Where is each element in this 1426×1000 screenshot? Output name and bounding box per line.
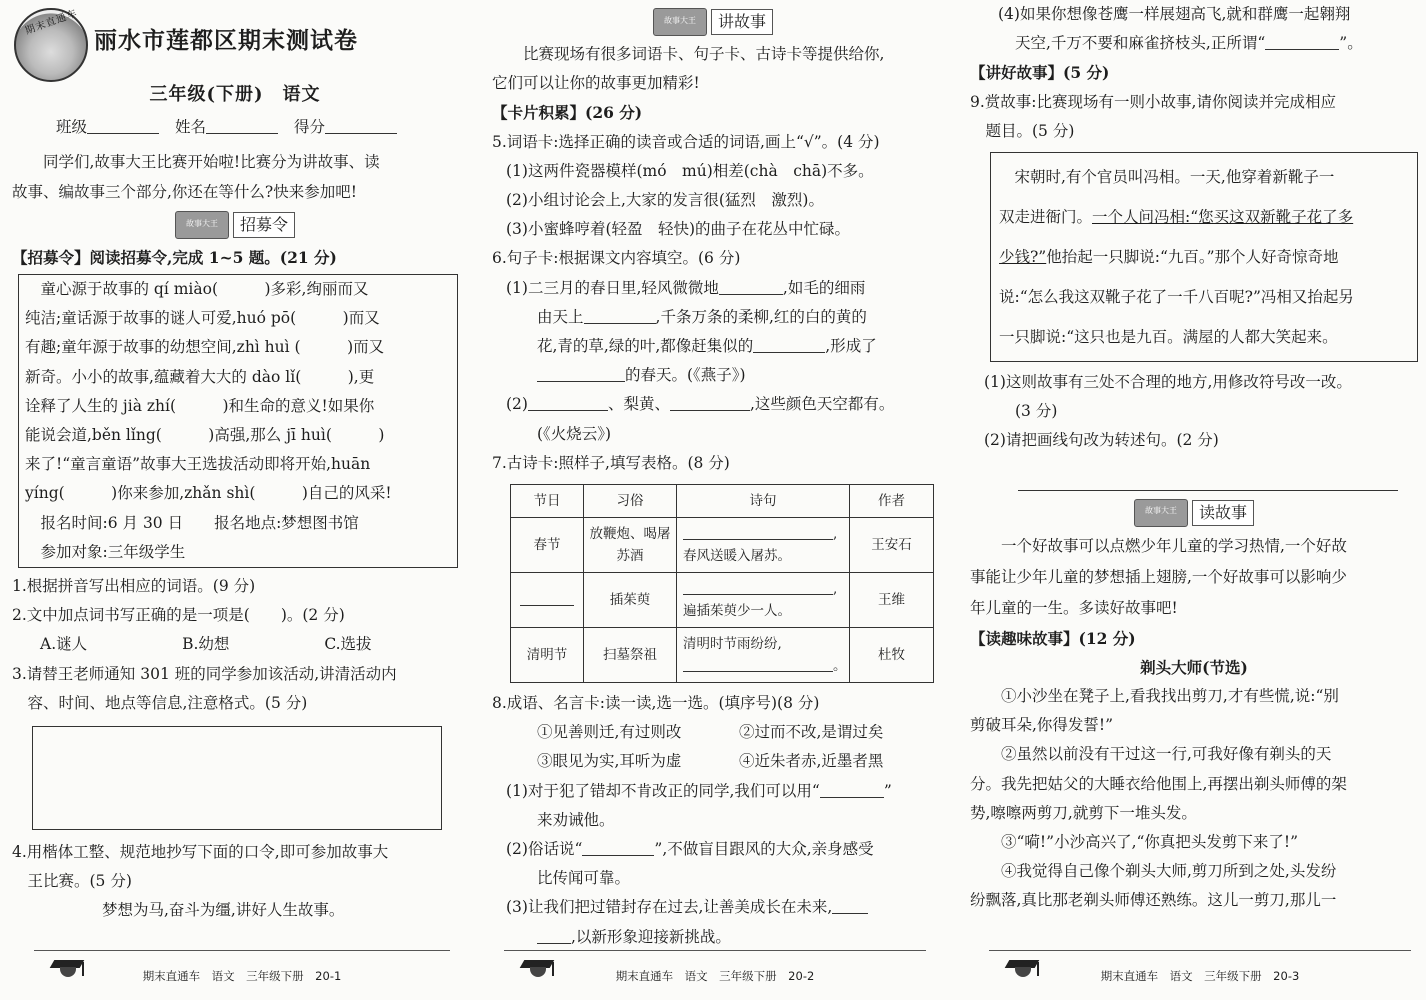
footer-text: 期末直通车 语文 三年级下册 20-3 [1100, 969, 1300, 983]
exam-subtitle: 三年级(下册) 语文 [149, 84, 321, 105]
story-line: 少钱?”他抬起一只脚说:“九百。”那个人好奇惊奇地 [999, 248, 1339, 267]
exam-title: 丽水市莲都区期末测试卷 [94, 27, 358, 54]
section-heading: 【讲好故事】(5 分) [970, 63, 1110, 83]
q8-line: (4)如果你想像苍鹰一样展翅高飞,就和群鹰一起翱翔 [998, 5, 1351, 23]
notice-line: 报名时间:6 月 30 日 报名地点:梦想图书馆 [25, 513, 359, 532]
question-5: 5.词语卡:选择正确的读音或合适的词语,画上“√”。(4 分) [492, 132, 880, 151]
option-a[interactable]: A.谜人 [40, 635, 88, 654]
answer-blank[interactable] [683, 655, 833, 672]
q8-line: (3)让我们把过错封存在过去,让善美成长在未来, [492, 893, 934, 922]
q6-line: 由天上 ,千条万条的柔柳,红的白的黄的 [537, 307, 867, 326]
custom-cell: 放鞭炮、喝屠苏酒 [584, 518, 677, 573]
story-line: 一只脚说:“这只也是九百。满屋的人都大笑起来。 [999, 328, 1338, 347]
author-cell: 王维 [850, 573, 934, 628]
custom-cell: 插茱萸 [584, 573, 677, 628]
question-9-cont: 题目。(5 分) [970, 121, 1075, 140]
question-1: 1.根据拼音写出相应的词语。(9 分) [12, 577, 256, 596]
q6-line: 花,青的草,绿的叶,都像赶集似的 ,形成了 [537, 337, 877, 356]
table-row [511, 628, 934, 683]
table-header: 诗句 [677, 485, 850, 518]
answer-blank[interactable] [820, 781, 884, 798]
intro-line: 一个好故事可以点燃少年儿童的学习热情,一个好故 [1001, 536, 1347, 555]
question-2: 2.文中加点词书写正确的是一项是( )。(2 分) [12, 606, 345, 625]
q8-options [492, 747, 934, 776]
table-row [511, 518, 934, 573]
logo-text: 期末直通车 [23, 7, 80, 38]
q5-item[interactable]: (1)这两件瓷器模样(mó mú)相差(chà chā)不多。 [506, 161, 874, 180]
intro-line: 它们可以让你的故事更加精彩! [492, 74, 700, 93]
option-c[interactable]: C.选拔 [324, 635, 372, 654]
q8-line: ,以新形象迎接新挑战。 [492, 923, 934, 952]
story-title: 剃头大师(节选) [1140, 657, 1248, 677]
page-footer [30, 950, 454, 983]
recruit-notice-box [18, 274, 458, 568]
section-badge [492, 6, 934, 38]
question-8: 8.成语、名言卡:读一读,选一选。(填序号)(8 分) [492, 694, 820, 713]
answer-blank[interactable] [670, 394, 750, 411]
table-header: 节日 [511, 485, 584, 518]
answer-blank[interactable] [683, 578, 833, 595]
section-badge [12, 209, 458, 241]
paragraph-line: 剪破耳朵,你得发誓!” [970, 716, 1114, 735]
q8-line: 比传闻可靠。 [537, 869, 631, 888]
notice-line: yíng( )你来参加,zhǎn shì( )自己的风采! [25, 484, 392, 503]
notice-line: 纯洁;童话源于故事的谜人可爱,huó pō( )而又 [25, 309, 380, 328]
paragraph-line: ②虽然以前没有干过这一行,可我好像有剃头的天 [1001, 745, 1332, 764]
section-badge [970, 497, 1418, 529]
q8-line: (1)对于犯了错却不肯改正的同学,我们可以用“ ” [506, 781, 892, 800]
notice-line: 有趣;童年源于故事的幼想空间,zhì huì ( )而又 [25, 338, 385, 357]
paragraph-line: 分。我先把姑父的大睡衣给他围上,再摆出剃头师傅的架 [970, 774, 1347, 793]
q9-sub: (2)请把画线句改为转述句。(2 分) [984, 431, 1219, 450]
intro-line: 故事、编故事三个部分,你还在等什么?快来参加吧! [12, 182, 357, 201]
story-line: 说:“怎么我这双靴子花了一千八百呢?”冯相又抬起另 [999, 288, 1354, 307]
q5-item[interactable]: (3)小蜜蜂哼着(轻盈 轻快)的曲子在花丛中忙碌。 [506, 220, 851, 239]
page-column-2 [492, 0, 934, 1000]
answer-blank[interactable] [584, 307, 656, 324]
class-field[interactable]: 班级 [56, 113, 159, 142]
story-box [990, 152, 1418, 362]
footer-text: 期末直通车 语文 三年级下册 20-1 [142, 969, 342, 983]
table-row [511, 573, 934, 628]
answer-blank[interactable] [537, 927, 571, 944]
score-field[interactable]: 得分 [294, 113, 397, 142]
badge-label: 讲故事 [711, 9, 773, 35]
intro-line: 比赛现场有很多词语卡、句子卡、古诗卡等提供给你, [523, 45, 885, 63]
exam-header [12, 0, 458, 74]
table-header: 作者 [850, 485, 934, 518]
q6-line: 的春天。(《燕子》) [492, 361, 934, 390]
option-b[interactable]: B.幼想 [182, 635, 230, 654]
author-cell: 王安石 [850, 518, 934, 573]
answer-blank[interactable] [582, 839, 654, 856]
footer-text: 期末直通车 语文 三年级下册 20-2 [615, 969, 815, 983]
author-cell: 杜牧 [850, 628, 934, 683]
custom-cell: 扫墓祭祖 [584, 628, 677, 683]
page-column-3 [970, 0, 1418, 1000]
idiom-option: ②过而不改,是谓过矣 [739, 723, 884, 742]
q5-item[interactable]: (2)小组讨论会上,大家的发言很(猛烈 激烈)。 [506, 191, 824, 210]
story-line: 双走进衙门。一个人问冯相:“您买这双新靴子花了多 [999, 208, 1354, 227]
answer-blank[interactable] [537, 365, 625, 382]
underlined-sentence: 一个人问冯相:“您买这双新靴子花了多 [1092, 208, 1354, 227]
notice-line: 新奇。小小的故事,蕴藏着大大的 dào lǐ( ),更 [25, 367, 375, 386]
story-king-icon: 故事大王 [1134, 499, 1188, 527]
paragraph-line: ①小沙坐在凳子上,看我找出剪刀,才有些慌,说:“别 [1001, 687, 1339, 706]
answer-blank[interactable] [683, 523, 833, 540]
notice-line: 来了!“童言童语”故事大王选拔活动即将开始,huān [25, 455, 371, 474]
story-king-icon: 故事大王 [653, 8, 707, 36]
notice-answer-box[interactable] [32, 726, 442, 830]
divider [1018, 490, 1398, 491]
idiom-option: ③眼见为实,耳听为虚 [537, 752, 682, 771]
question-4: 4.用楷体工整、规范地抄写下面的口令,即可参加故事大 [12, 843, 389, 862]
question-7: 7.古诗卡:照样子,填写表格。(8 分) [492, 453, 730, 472]
question-3-cont: 容、时间、地点等信息,注意格式。(5 分) [12, 693, 308, 712]
paragraph-line: 势,嚓嚓两剪刀,就剪下一堆头发。 [970, 803, 1197, 822]
idiom-option: ①见善则迁,有过则改 [537, 723, 682, 742]
paragraph-line: ③“嗬!”小沙高兴了,“你真把头发剪下来了!” [1001, 833, 1299, 852]
table-header-row [511, 485, 934, 518]
intro-line: 事能让少年儿童的梦想插上翅膀,一个好故事可以影响少 [970, 567, 1347, 586]
festival-poem-table [510, 484, 934, 683]
badge-label: 读故事 [1192, 500, 1254, 526]
q6-source: (《火烧云》) [537, 424, 612, 443]
page-column-1 [12, 0, 458, 1000]
verse-cell: , 遍插茱萸少一人。 [677, 573, 850, 628]
verse-cell: 清明时节雨纷纷, 。 [677, 628, 850, 683]
badge-label: 招募令 [233, 212, 295, 238]
page-footer [500, 950, 930, 983]
slogan-text: 梦想为马,奋斗为缰,讲好人生故事。 [102, 901, 345, 920]
festival-cell: 春节 [511, 518, 584, 573]
notice-line: 童心源于故事的 qí miào( )多彩,绚丽而又 [25, 280, 369, 299]
student-info-fields [12, 113, 458, 142]
q2-options [12, 630, 458, 659]
q6-line: (2) 、梨黄、 ,这些颜色天空都有。 [506, 395, 895, 414]
question-4-cont: 王比赛。(5 分) [12, 872, 132, 891]
notice-line: 诠释了人生的 jià zhí( )和生命的意义!如果你 [25, 396, 375, 415]
q6-line: (1)二三月的春日里,轻风微微地 ,如毛的细雨 [506, 278, 866, 297]
q8-line: 天空,千万不要和麻雀挤枝头,正所谓“ ”。 [1015, 34, 1363, 53]
story-king-icon: 故事大王 [175, 211, 229, 239]
q8-line: 来劝诫他。 [537, 810, 615, 829]
question-6: 6.句子卡:根据课文内容填空。(6 分) [492, 249, 741, 268]
q9-sub: (3 分) [1015, 402, 1058, 421]
paragraph-line: 纷飘落,真比那老剃头师傅还熟练。这儿一剪刀,那儿一 [970, 891, 1337, 910]
notice-line: 参加对象:三年级学生 [25, 542, 186, 561]
intro-line: 年儿童的一生。多读好故事吧! [970, 598, 1178, 617]
intro-line: 同学们,故事大王比赛开始啦!比赛分为讲故事、读 [43, 153, 380, 172]
q9-sub: (1)这则故事有三处不合理的地方,用修改符号改一改。 [984, 373, 1352, 392]
answer-blank[interactable] [753, 336, 825, 353]
story-line: 宋朝时,有个官员叫冯相。一天,他穿着新靴子一 [999, 168, 1335, 187]
answer-blank[interactable] [719, 278, 783, 295]
answer-blank[interactable] [1265, 33, 1339, 50]
verse-cell: , 春风送暖入屠苏。 [677, 518, 850, 573]
table-header: 习俗 [584, 485, 677, 518]
q8-line: (2)俗话说“ ”,不做盲目跟风的大众,亲身感受 [506, 840, 874, 859]
name-field[interactable]: 姓名 [175, 113, 278, 142]
festival-cell: 清明节 [511, 628, 584, 683]
q8-options [492, 718, 934, 747]
page-footer [985, 950, 1415, 983]
question-3: 3.请替王老师通知 301 班的同学参加该活动,讲清活动内 [12, 664, 397, 683]
paragraph-line: ④我觉得自己像个剃头大师,剪刀所到之处,头发纷 [1001, 862, 1337, 881]
question-9: 9.赏故事:比赛现场有一则小故事,请你阅读并完成相应 [970, 92, 1336, 111]
answer-blank[interactable] [528, 394, 608, 411]
underlined-sentence: 少钱?” [999, 248, 1047, 267]
festival-cell[interactable] [511, 573, 584, 628]
section-heading: 【招募令】阅读招募令,完成 1~5 题。(21 分) [12, 247, 337, 267]
section-heading: 【读趣味故事】(12 分) [970, 628, 1136, 648]
answer-blank[interactable] [832, 897, 868, 914]
notice-line: 能说会道,běn lǐng( )高强,那么 jī huì( ) [25, 426, 385, 445]
idiom-option: ④近朱者赤,近墨者黑 [739, 752, 884, 771]
section-heading: 【卡片积累】(26 分) [492, 103, 643, 123]
